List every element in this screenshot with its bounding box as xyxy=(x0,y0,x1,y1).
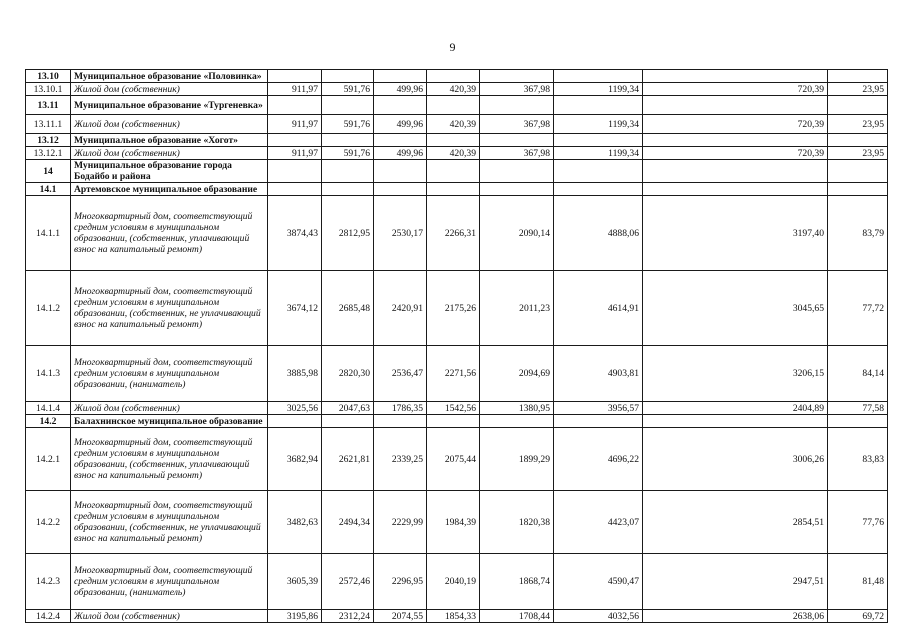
value-cell: 3195,86 xyxy=(268,610,322,623)
row-code: 14.2.1 xyxy=(26,428,71,491)
row-code: 14.1.3 xyxy=(26,346,71,402)
value-cell xyxy=(322,96,374,115)
value-cell: 591,76 xyxy=(322,147,374,160)
value-cell xyxy=(268,415,322,428)
value-cell xyxy=(828,415,888,428)
value-cell: 499,96 xyxy=(374,115,427,134)
value-cell xyxy=(554,160,643,183)
value-cell xyxy=(480,96,554,115)
value-cell: 2094,69 xyxy=(480,346,554,402)
value-cell: 367,98 xyxy=(480,147,554,160)
table-row xyxy=(26,554,888,610)
value-cell xyxy=(643,134,828,147)
tariff-table xyxy=(25,69,888,623)
value-cell xyxy=(554,134,643,147)
tariff-table-body xyxy=(26,70,888,623)
value-cell xyxy=(322,183,374,196)
value-cell: 4888,06 xyxy=(554,196,643,271)
row-code: 14.1.2 xyxy=(26,271,71,346)
value-cell: 4614,91 xyxy=(554,271,643,346)
value-cell xyxy=(828,183,888,196)
value-cell xyxy=(374,70,427,83)
value-cell xyxy=(268,96,322,115)
section-header-row xyxy=(26,415,888,428)
value-cell xyxy=(480,160,554,183)
value-cell xyxy=(427,160,480,183)
value-cell: 1199,34 xyxy=(554,83,643,96)
row-code: 13.12 xyxy=(26,134,71,147)
value-cell: 2621,81 xyxy=(322,428,374,491)
value-cell xyxy=(374,160,427,183)
value-cell xyxy=(427,70,480,83)
value-cell xyxy=(554,70,643,83)
value-cell xyxy=(554,96,643,115)
value-cell: 2175,26 xyxy=(427,271,480,346)
value-cell: 2271,56 xyxy=(427,346,480,402)
value-cell xyxy=(643,96,828,115)
value-cell: 720,39 xyxy=(643,147,828,160)
value-cell xyxy=(480,183,554,196)
row-code: 14.2.4 xyxy=(26,610,71,623)
value-cell: 3674,12 xyxy=(268,271,322,346)
value-cell: 2685,48 xyxy=(322,271,374,346)
row-code: 13.10.1 xyxy=(26,83,71,96)
value-cell xyxy=(374,96,427,115)
value-cell: 83,79 xyxy=(828,196,888,271)
value-cell: 77,76 xyxy=(828,491,888,554)
table-row xyxy=(26,83,888,96)
value-cell: 3682,94 xyxy=(268,428,322,491)
value-cell xyxy=(828,160,888,183)
value-cell: 4032,56 xyxy=(554,610,643,623)
value-cell: 2420,91 xyxy=(374,271,427,346)
section-header-row xyxy=(26,160,888,183)
value-cell: 2536,47 xyxy=(374,346,427,402)
value-cell: 911,97 xyxy=(268,83,322,96)
section-header-row xyxy=(26,134,888,147)
value-cell xyxy=(480,134,554,147)
section-header-row xyxy=(26,183,888,196)
value-cell xyxy=(322,70,374,83)
value-cell: 4696,22 xyxy=(554,428,643,491)
row-code: 14.2 xyxy=(26,415,71,428)
value-cell: 591,76 xyxy=(322,115,374,134)
value-cell xyxy=(322,415,374,428)
value-cell: 911,97 xyxy=(268,115,322,134)
row-name: Жилой дом (собственник) xyxy=(71,610,268,623)
value-cell: 2404,89 xyxy=(643,402,828,415)
value-cell: 84,14 xyxy=(828,346,888,402)
row-code: 13.12.1 xyxy=(26,147,71,160)
value-cell: 1820,38 xyxy=(480,491,554,554)
value-cell: 23,95 xyxy=(828,83,888,96)
value-cell: 1199,34 xyxy=(554,147,643,160)
value-cell: 1786,35 xyxy=(374,402,427,415)
value-cell: 1899,29 xyxy=(480,428,554,491)
value-cell: 2947,51 xyxy=(643,554,828,610)
value-cell xyxy=(427,415,480,428)
value-cell: 1854,33 xyxy=(427,610,480,623)
value-cell: 2820,30 xyxy=(322,346,374,402)
value-cell: 720,39 xyxy=(643,115,828,134)
value-cell xyxy=(554,415,643,428)
value-cell: 3885,98 xyxy=(268,346,322,402)
table-row xyxy=(26,402,888,415)
value-cell: 2854,51 xyxy=(643,491,828,554)
section-title: Муниципальное образование «Тургеневка» xyxy=(71,96,268,115)
value-cell: 367,98 xyxy=(480,83,554,96)
table-row xyxy=(26,271,888,346)
value-cell xyxy=(268,134,322,147)
row-code: 14.2.3 xyxy=(26,554,71,610)
row-code: 14.2.2 xyxy=(26,491,71,554)
value-cell: 3482,63 xyxy=(268,491,322,554)
value-cell: 4903,81 xyxy=(554,346,643,402)
value-cell xyxy=(828,96,888,115)
value-cell: 3197,40 xyxy=(643,196,828,271)
value-cell xyxy=(268,160,322,183)
value-cell: 83,83 xyxy=(828,428,888,491)
value-cell xyxy=(374,415,427,428)
row-name: Жилой дом (собственник) xyxy=(71,147,268,160)
value-cell: 1708,44 xyxy=(480,610,554,623)
value-cell: 420,39 xyxy=(427,83,480,96)
section-title: Артемовское муниципальное образование xyxy=(71,183,268,196)
table-row xyxy=(26,196,888,271)
value-cell xyxy=(554,183,643,196)
value-cell xyxy=(427,134,480,147)
value-cell: 2638,06 xyxy=(643,610,828,623)
value-cell xyxy=(268,70,322,83)
value-cell: 1199,34 xyxy=(554,115,643,134)
value-cell xyxy=(268,183,322,196)
value-cell xyxy=(828,70,888,83)
row-code: 13.10 xyxy=(26,70,71,83)
value-cell: 2530,17 xyxy=(374,196,427,271)
value-cell: 2494,34 xyxy=(322,491,374,554)
value-cell: 1984,39 xyxy=(427,491,480,554)
table-row xyxy=(26,428,888,491)
row-name: Жилой дом (собственник) xyxy=(71,402,268,415)
value-cell: 2296,95 xyxy=(374,554,427,610)
value-cell: 69,72 xyxy=(828,610,888,623)
table-row xyxy=(26,491,888,554)
row-code: 14 xyxy=(26,160,71,183)
value-cell: 2312,24 xyxy=(322,610,374,623)
row-name: Многоквартирный дом, соответствующий средним условиям в муниципальном образовании, (наниматель) xyxy=(71,554,268,610)
value-cell xyxy=(374,183,427,196)
section-title: Балахнинское муниципальное образование xyxy=(71,415,268,428)
value-cell xyxy=(480,70,554,83)
value-cell: 499,96 xyxy=(374,83,427,96)
row-code: 13.11.1 xyxy=(26,115,71,134)
value-cell: 2812,95 xyxy=(322,196,374,271)
value-cell: 2074,55 xyxy=(374,610,427,623)
value-cell: 1868,74 xyxy=(480,554,554,610)
section-title: Муниципальное образование «Хогот» xyxy=(71,134,268,147)
row-name: Жилой дом (собственник) xyxy=(71,115,268,134)
table-row xyxy=(26,115,888,134)
section-header-row xyxy=(26,70,888,83)
value-cell: 23,95 xyxy=(828,115,888,134)
value-cell xyxy=(643,183,828,196)
value-cell: 367,98 xyxy=(480,115,554,134)
value-cell: 3874,43 xyxy=(268,196,322,271)
row-name: Многоквартирный дом, соответствующий средним условиям в муниципальном образовании, (собственник, уплачивающий взнос на капитальный ремонт) xyxy=(71,428,268,491)
value-cell: 81,48 xyxy=(828,554,888,610)
value-cell: 4590,47 xyxy=(554,554,643,610)
value-cell: 2011,23 xyxy=(480,271,554,346)
value-cell: 3045,65 xyxy=(643,271,828,346)
value-cell: 3605,39 xyxy=(268,554,322,610)
value-cell: 3025,56 xyxy=(268,402,322,415)
value-cell: 2572,46 xyxy=(322,554,374,610)
value-cell: 3006,26 xyxy=(643,428,828,491)
value-cell xyxy=(643,70,828,83)
row-name: Жилой дом (собственник) xyxy=(71,83,268,96)
value-cell: 911,97 xyxy=(268,147,322,160)
value-cell xyxy=(480,415,554,428)
value-cell: 2266,31 xyxy=(427,196,480,271)
row-name: Многоквартирный дом, соответствующий средним условиям в муниципальном образовании, (собственник, не уплачивающий взнос на капитальный ремонт) xyxy=(71,271,268,346)
table-row xyxy=(26,610,888,623)
value-cell xyxy=(643,415,828,428)
value-cell: 720,39 xyxy=(643,83,828,96)
value-cell: 77,72 xyxy=(828,271,888,346)
value-cell xyxy=(374,134,427,147)
table-row xyxy=(26,346,888,402)
value-cell: 2047,63 xyxy=(322,402,374,415)
value-cell: 1380,95 xyxy=(480,402,554,415)
row-name: Многоквартирный дом, соответствующий средним условиям в муниципальном образовании, (собственник, не уплачивающий взнос на капитальный ремонт) xyxy=(71,491,268,554)
value-cell: 2339,25 xyxy=(374,428,427,491)
value-cell xyxy=(322,134,374,147)
section-header-row xyxy=(26,96,888,115)
row-name: Многоквартирный дом, соответствующий средним условиям в муниципальном образовании, (наниматель) xyxy=(71,346,268,402)
value-cell: 2229,99 xyxy=(374,491,427,554)
value-cell: 4423,07 xyxy=(554,491,643,554)
row-code: 13.11 xyxy=(26,96,71,115)
value-cell: 2040,19 xyxy=(427,554,480,610)
section-title: Муниципальное образование «Половинка» xyxy=(71,70,268,83)
value-cell: 420,39 xyxy=(427,115,480,134)
value-cell: 1542,56 xyxy=(427,402,480,415)
value-cell: 420,39 xyxy=(427,147,480,160)
value-cell: 591,76 xyxy=(322,83,374,96)
page-number: 9 xyxy=(449,40,456,54)
value-cell xyxy=(643,160,828,183)
value-cell: 2090,14 xyxy=(480,196,554,271)
value-cell xyxy=(828,134,888,147)
row-code: 14.1.1 xyxy=(26,196,71,271)
value-cell: 77,58 xyxy=(828,402,888,415)
value-cell xyxy=(322,160,374,183)
row-code: 14.1 xyxy=(26,183,71,196)
value-cell: 3206,15 xyxy=(643,346,828,402)
value-cell xyxy=(427,183,480,196)
value-cell: 23,95 xyxy=(828,147,888,160)
row-code: 14.1.4 xyxy=(26,402,71,415)
value-cell: 3956,57 xyxy=(554,402,643,415)
section-title: Муниципальное образование города Бодайбо и района xyxy=(71,160,268,183)
value-cell xyxy=(427,96,480,115)
value-cell: 499,96 xyxy=(374,147,427,160)
table-row xyxy=(26,147,888,160)
value-cell: 2075,44 xyxy=(427,428,480,491)
row-name: Многоквартирный дом, соответствующий средним условиям в муниципальном образовании, (собственник, уплачивающий взнос на капитальный ремонт) xyxy=(71,196,268,271)
